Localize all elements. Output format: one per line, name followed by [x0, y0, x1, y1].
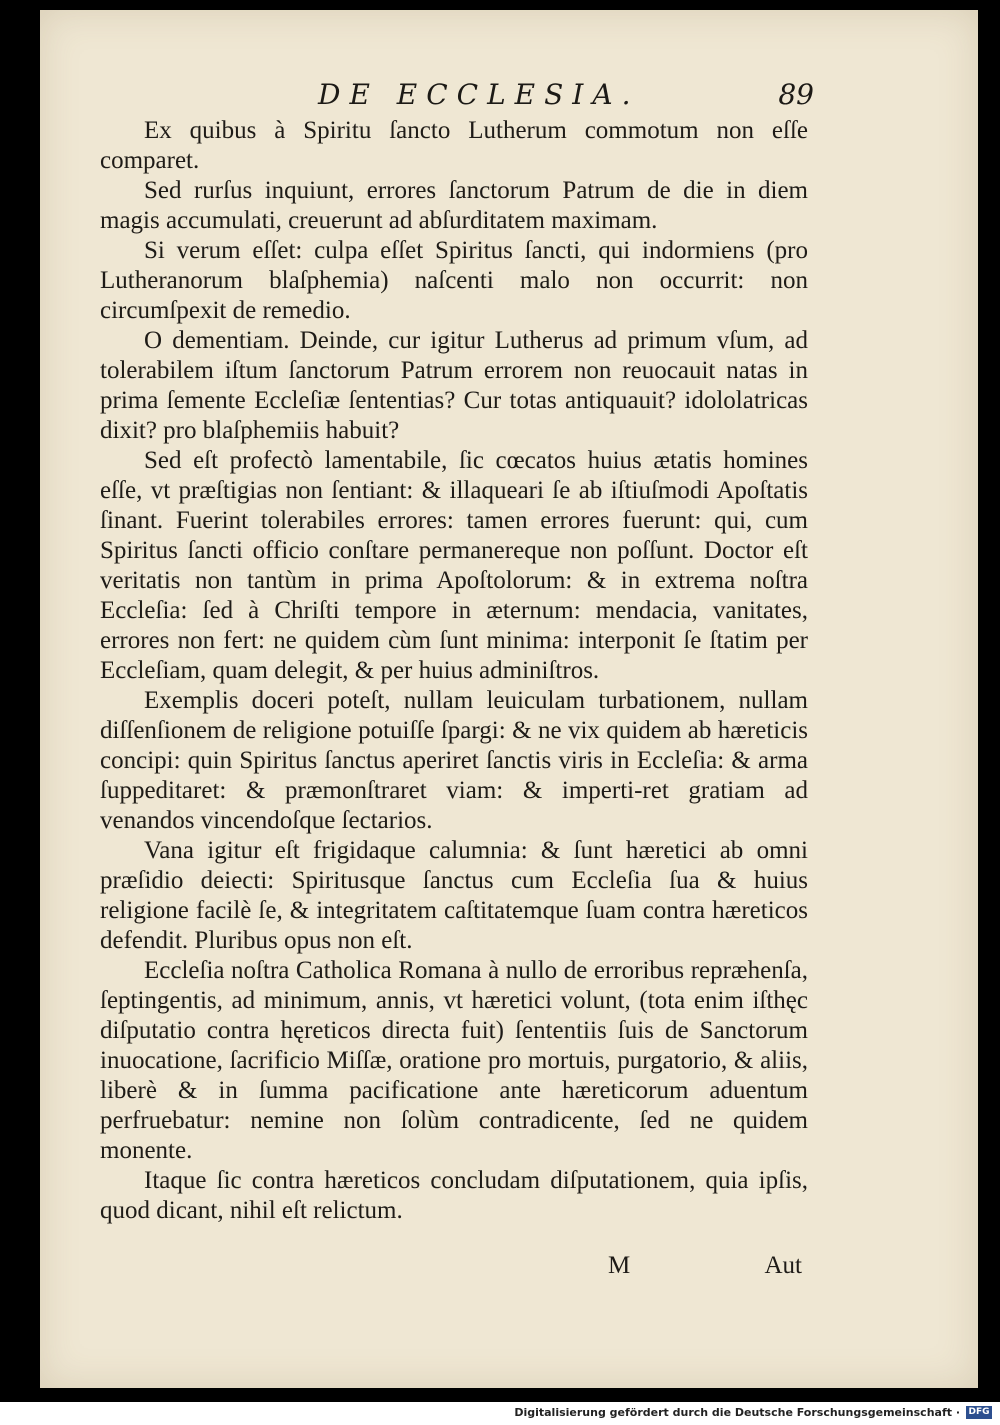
catchword: Aut [764, 1252, 802, 1279]
paragraph-3: Si verum eſſet: culpa eſſet Spiritus ſancti, qui indormiens (pro Lutheranorum blaſphemia) naſcenti malo non occurrit: non circumſpexit de remedio. [100, 237, 808, 324]
paragraph-9: Itaque ſic contra hæreticos concludam diſputationem, quia ipſis, quod dicant, nihil eſt relictum. [100, 1167, 808, 1224]
funding-credit: Digitalisierung gefördert durch die Deutsche Forschungsgemeinschaft · [514, 1406, 960, 1419]
page-foot-line [608, 1252, 802, 1284]
page-header [318, 78, 838, 118]
paragraph-5: Sed eſt profectò lamentabile, ſic cœcatos huius ætatis homines eſſe, vt præſtigias non ſentiant: & illaqueari ſe ab iſtiuſmodi Apoſtatis ſinant. Fuerint tolerabiles errores: tamen errores fuerunt: qui, cum Spiritus ſancti officio conſtare permanereque non poſſunt. Doctor eſt veritatis non tantùm in prima Apoſtolorum: & in extrema noſtra Eccleſia: ſed à Chriſti tempore in æternum: mendacia, vanitates, errores non fert: ne quidem cùm ſunt minima: interponit ſe ſtatim per Eccleſiam, quam delegit, & per huius adminiſtros. [100, 447, 808, 684]
paragraph-2: Sed rurſus inquiunt, errores ſanctorum Patrum de die in diem magis accumulati, creuerunt ad abſurditatem maximam. [100, 177, 808, 234]
paragraph-8: Eccleſia noſtra Catholica Romana à nullo de erroribus repræhenſa, ſeptingentis, ad minimum, annis, vt hæretici volunt, (tota enim iſthęc diſputatio contra hęreticos directa fuit) ſententiis ſuis de Sanctorum inuocatione, ſacrificio Miſſæ, oratione pro mortuis, purgatorio, & aliis, liberè & in ſumma pacificatione ante hæreticorum aduentum perfruebatur: nemine non ſolùm contradicente, ſed ne quidem monente. [100, 957, 808, 1164]
paragraph-6: Exemplis doceri poteſt, nullam leuiculam turbationem, nullam diſſenſionem de religione potuiſſe ſpargi: & ne vix quidem ab hæreticis concipi: quin Spiritus ſanctus aperiret ſanctis viris in Eccleſia: & arma ſuppeditaret: & præmonſtraret viam: & imperti-ret gratiam ad venandos vincendoſque ſectarios. [100, 687, 808, 834]
paragraph-1: Ex quibus à Spiritu ſancto Lutherum commotum non eſſe comparet. [100, 117, 808, 174]
digitization-footer [0, 1402, 1000, 1425]
body-text [100, 116, 808, 1226]
paragraph-7: Vana igitur eſt frigidaque calumnia: & ſunt hæretici ab omni præſidio deiecti: Spiritusque ſanctus cum Eccleſia ſua & huius religione facilè ſe, & integritatem caſtitatemque ſuam contra hæreticos defendit. Pluribus opus non eſt. [100, 837, 808, 954]
signature-mark: M [608, 1252, 631, 1279]
paragraph-4: O dementiam. Deinde, cur igitur Lutherus ad primum vſum, ad tolerabilem iſtum ſanctorum Patrum errorem non reuocauit natas in prima ſemente Eccleſiæ ſententias? Cur totas antiquauit? idololatricas dixit? pro blaſphemiis habuit? [100, 327, 808, 444]
page-number: 89 [778, 78, 814, 111]
running-title: DE ECCLESIA. [318, 78, 640, 111]
dfg-logo-icon: DFG [966, 1406, 992, 1419]
